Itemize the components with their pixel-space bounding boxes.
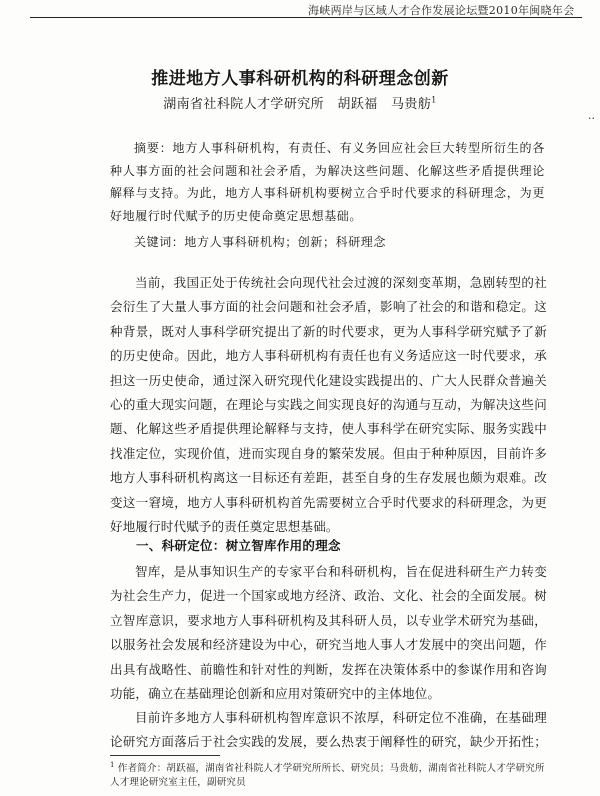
paper-title: 推进地方人事科研机构的科研理念创新 (151, 69, 449, 89)
header-rule (30, 17, 582, 18)
author-line (0, 93, 600, 112)
footnote-text: 作者简介：胡跃福，湖南省社科院人才学研究所所长、研究员；马贵舫，湖南省社科院人才学研究所人才理论研究室主任，副研究员 (110, 763, 545, 788)
body-paragraph-3: 目前许多地方人事科研机构智库意识不浓厚，科研定位不准确，在基础理论研究方面落后于社会实践的发展，要么热衷于阐释性的研究，缺少开拓性； (110, 710, 547, 750)
footnote-rule (110, 755, 220, 756)
keywords: 关键词：地方人事科研机构；创新；科研理念 (134, 235, 387, 249)
section-heading: 一、科研定位：树立智库作用的理念 (136, 538, 341, 553)
abstract: 摘要：地方人事科研机构，有责任、有义务回应社会巨大转型所衍生的各种人事方面的社会问题和社会矛盾，为解决这些问题、化解这些矛盾提供理论解释与支持。为此，地方人事科研机构要树立合乎时代要求的科研理念，为更好地履行时代赋予的历史使命奠定思想基础。 (110, 141, 545, 223)
author-note-mark: 1 (431, 95, 437, 105)
body-paragraph-1: 当前，我国正处于传统社会向现代社会过渡的深刻变革期，急剧转型的社会衍生了大量人事方面的社会问题和社会矛盾，影响了社会的和谐和稳定。这种背景，既对人事科学研究提出了新的时代要求，更为人事科学研究赋予了新的历史使命。因此，地方人事科研机构有责任也有义务适应这一时代要求，承担这一历史使命，通过深入研究现代化建设实践提出的、广大人民群众普遍关心的重大现实问题，在理论与实践之间实现良好的沟通与互动，为解决这些问题、化解这些矛盾提供理论解释与支持，使人事科学在研究实际、服务实践中找准定位，实现价值，进而实现自身的繁荣发展。但由于种种原因，目前许多地方人事科研机构离这一目标还有差距，甚至自身的生存发展也颇为艰难。改变这一窘境，地方人事科研机构首先需要树立合乎时代要求的科研理念，为更好地履行时代赋予的责任奠定思想基础。 (110, 275, 547, 535)
margin-mark: ·· (588, 112, 595, 125)
author-names: 湖南省社科院人才学研究所 胡跃福 马贵舫 (163, 97, 432, 112)
footnote-mark: 1 (110, 761, 115, 769)
body-paragraph-2: 智库，是从事知识生产的专家平台和科研机构，旨在促进科研生产力转变为社会生产力，促进一个国家或地方经济、政治、文化、社会的全面发展。树立智库意识，要求地方人事科研机构及其科研人员，以专业学术研究为基础，以服务社会发展和经济建设为中心，研究当地人事人才发展中的突出问题，作出具有战略性、前瞻性和针对性的判断，发挥在决策体系中的参谋作用和咨询功能，确立在基础理论创新和应用对策研究中的主体地位。 (110, 564, 547, 702)
footnote (110, 759, 547, 789)
running-header: 海峡两岸与区域人才合作发展论坛暨2010年闽晓年会 (308, 4, 575, 17)
